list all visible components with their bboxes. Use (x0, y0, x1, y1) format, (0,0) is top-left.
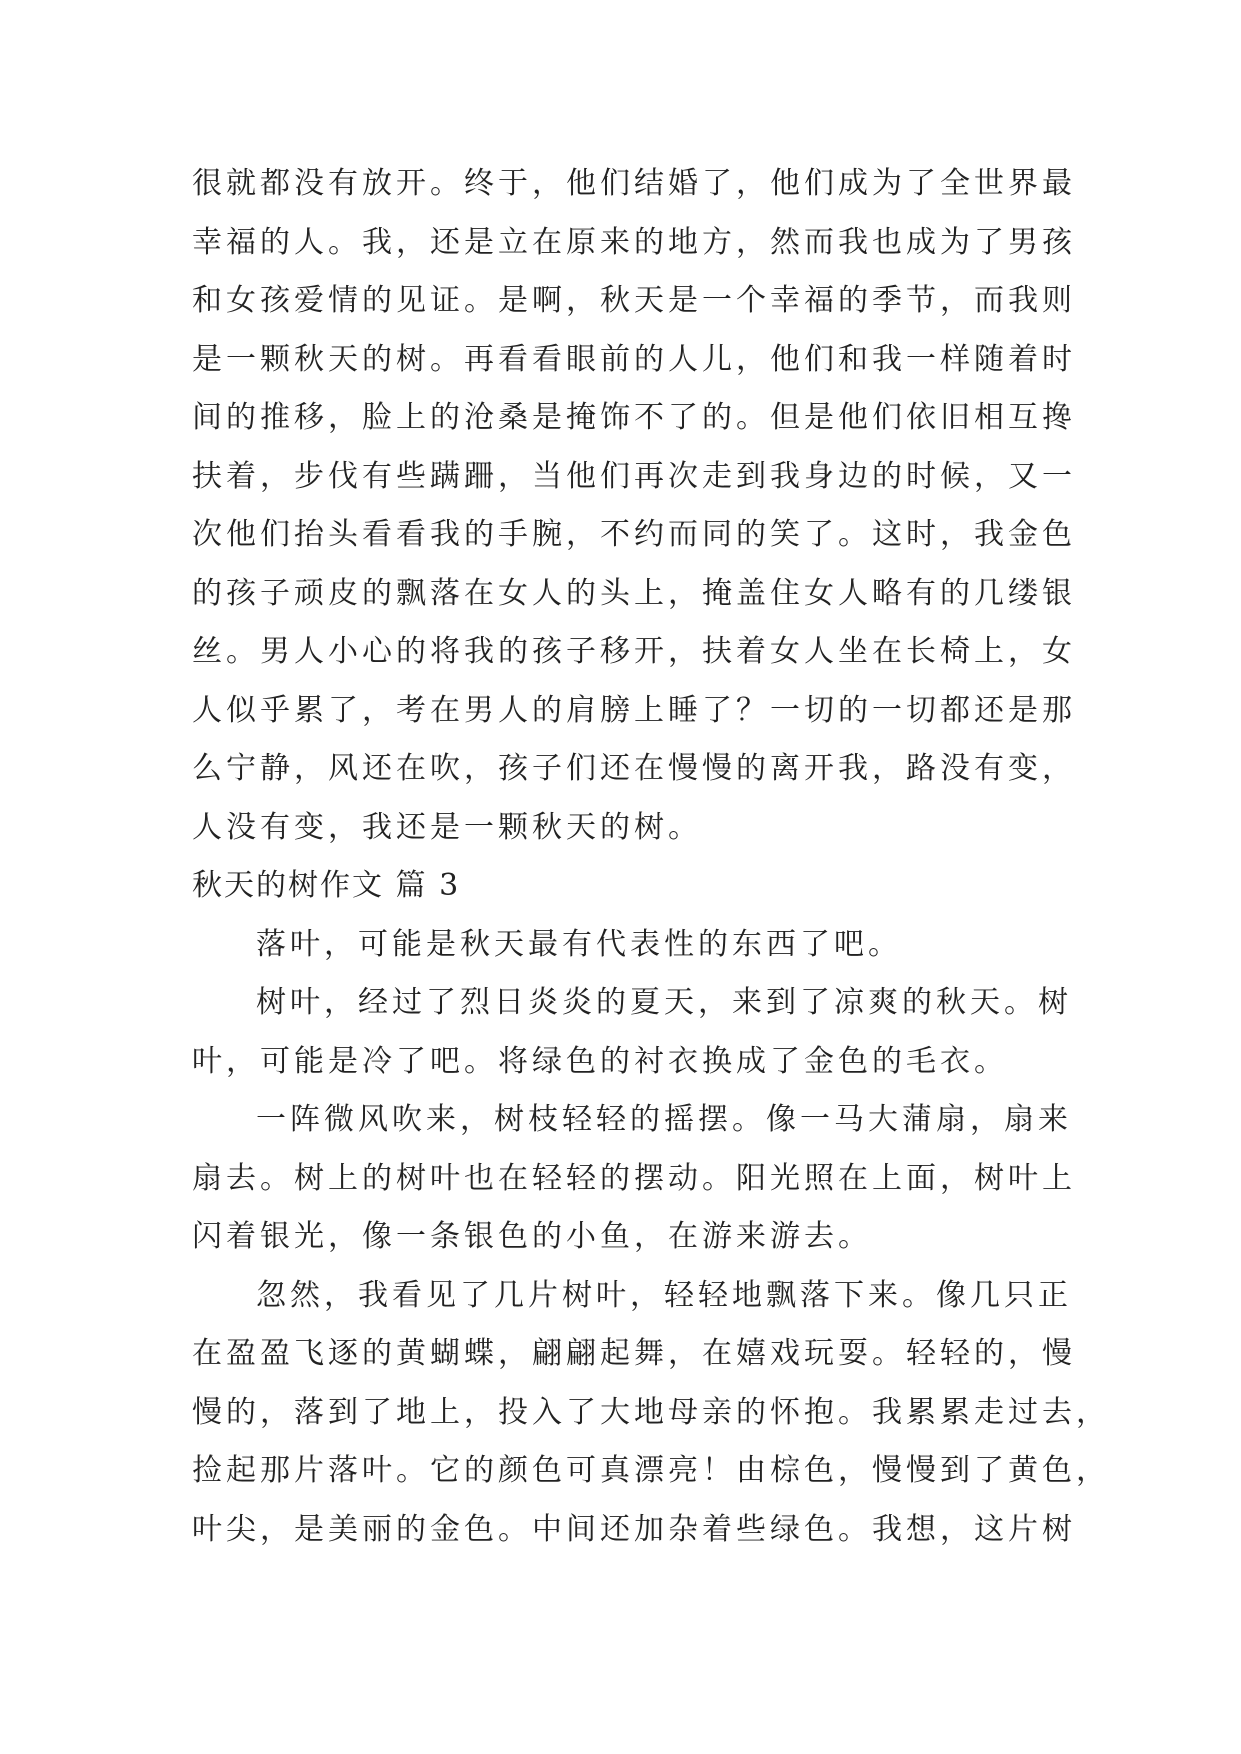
text-line: 忽然，我看见了几片树叶，轻轻地飘落下来。像几只正 (256, 1277, 1072, 1313)
text-line: 闪着银光，像一条银色的小鱼，在游来游去。 (192, 1219, 872, 1254)
text-line: 扶着，步伐有些蹒跚，当他们再次走到我身边的时候，又一 (192, 458, 1076, 494)
text-line: 叶，可能是冷了吧。将绿色的衬衣换成了金色的毛衣。 (192, 1043, 1008, 1079)
text-line: 在盈盈飞逐的黄蝴蝶，翩翩起舞，在嬉戏玩耍。轻轻的，慢 (192, 1336, 1076, 1371)
text-line: 树叶，经过了烈日炎炎的夏天，来到了凉爽的秋天。树 (256, 985, 1072, 1020)
text-line: 次他们抬头看看我的手腕，不约而同的笑了。这时，我金色 (192, 517, 1076, 552)
text-line: 叶尖，是美丽的金色。中间还加杂着些绿色。我想，这片树 (192, 1511, 1076, 1547)
text-line: 一阵微风吹来，树枝轻轻的摇摆。像一马大蒲扇，扇来 (256, 1102, 1072, 1137)
text-line: 间的推移，脸上的沧桑是掩饰不了的。但是他们依旧相互搀 (192, 400, 1076, 435)
text-line: 么宁静，风还在吹，孩子们还在慢慢的离开我，路没有变， (192, 751, 1076, 786)
text-line: 幸福的人。我，还是立在原来的地方，然而我也成为了男孩 (192, 224, 1076, 260)
text-line: 人似乎累了，考在男人的肩膀上睡了？一切的一切都还是那 (192, 692, 1076, 728)
text-line: 的孩子顽皮的飘落在女人的头上，掩盖住女人略有的几缕银 (192, 575, 1076, 611)
text-line: 丝。男人小心的将我的孩子移开，扶着女人坐在长椅上，女 (192, 634, 1076, 669)
text-line: 和女孩爱情的见证。是啊，秋天是一个幸福的季节，而我则 (192, 283, 1076, 318)
essay-body (192, 155, 1110, 1559)
text-line: 扇去。树上的树叶也在轻轻的摆动。阳光照在上面，树叶上 (192, 1160, 1076, 1196)
text-line: 落叶，可能是秋天最有代表性的东西了吧。 (256, 926, 902, 962)
text-line: 很就都没有放开。终于，他们结婚了，他们成为了全世界最 (192, 166, 1076, 201)
text-line: 捡起那片落叶。它的颜色可真漂亮！由棕色，慢慢到了黄色， (192, 1453, 1110, 1488)
text-line: 人没有变，我还是一颗秋天的树。 (192, 809, 702, 845)
text-line: 是一颗秋天的树。再看看眼前的人儿，他们和我一样随着时 (192, 341, 1076, 377)
text-line: 慢的，落到了地上，投入了大地母亲的怀抱。我累累走过去， (192, 1394, 1110, 1430)
section-heading: 秋天的树作文 篇 3 (192, 868, 461, 903)
